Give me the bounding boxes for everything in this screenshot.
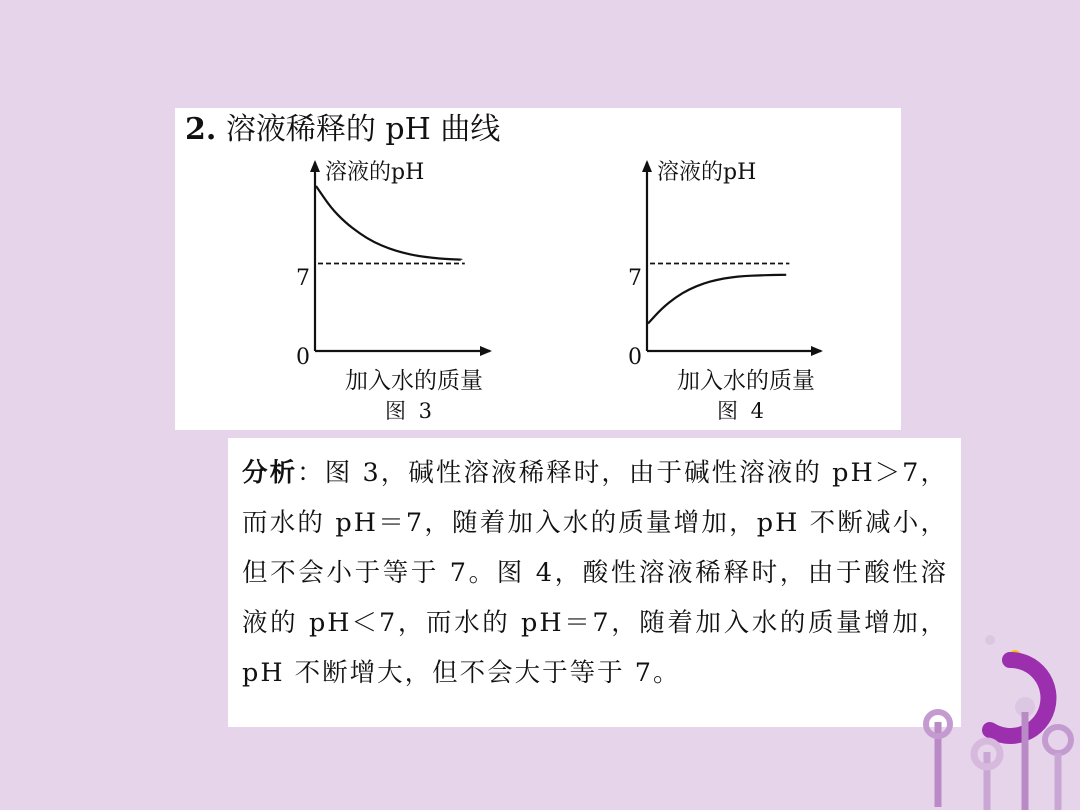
origin-label: 0 bbox=[628, 345, 642, 370]
x-axis-label: 加入水的质量 bbox=[677, 368, 815, 394]
figure-panel bbox=[175, 108, 901, 430]
x-axis-label: 加入水的质量 bbox=[345, 368, 483, 394]
origin-label: 0 bbox=[296, 345, 310, 370]
section-number: 2. bbox=[185, 112, 217, 147]
chart-figure-4 bbox=[615, 148, 875, 430]
decor-small-dot bbox=[985, 635, 995, 645]
ph-curve-acidic bbox=[648, 275, 786, 324]
reference-line-label: 7 bbox=[296, 266, 310, 291]
analysis-paragraph bbox=[242, 448, 948, 698]
y-axis-label: 溶液的pH bbox=[657, 160, 757, 185]
figure-caption: 图 3 bbox=[385, 399, 436, 423]
analysis-label: 分析 bbox=[242, 458, 298, 488]
y-axis-label: 溶液的pH bbox=[325, 160, 425, 185]
analysis-panel bbox=[228, 438, 961, 727]
decorative-logo bbox=[910, 632, 1080, 810]
decor-purple-arc bbox=[990, 660, 1048, 736]
chart-figure-3 bbox=[285, 148, 525, 430]
figure-caption: 图 4 bbox=[717, 399, 768, 423]
reference-line-label: 7 bbox=[628, 266, 642, 291]
analysis-text: ：图 3，碱性溶液稀释时，由于碱性溶液的 pH＞7，而水的 pH＝7，随着加入水的质量增加，pH 不断减小，但不会小于等于 7。图 4，酸性溶液稀释时，由于酸性溶液的 pH＜7，而水的 pH＝7，随着加入水的质量增加，pH 不断增大，但不会大于等于 7。 bbox=[242, 458, 948, 688]
ph-curve-alkaline bbox=[316, 186, 462, 260]
decor-ring-right bbox=[1045, 727, 1071, 753]
section-heading bbox=[185, 110, 500, 150]
section-title: 溶液稀释的 pH 曲线 bbox=[225, 112, 501, 147]
